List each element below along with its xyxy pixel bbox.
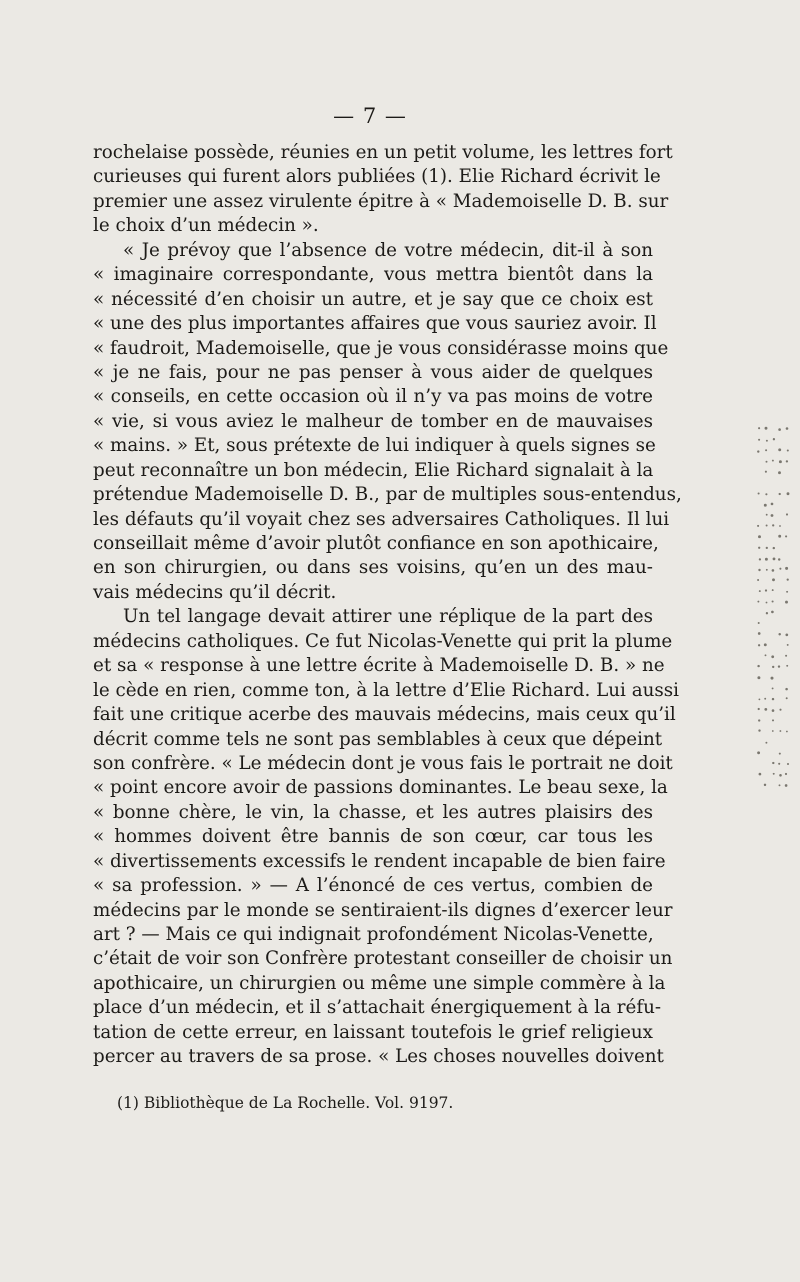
- margin-dot: [772, 698, 774, 700]
- margin-dot: [758, 644, 760, 646]
- margin-dot: [764, 784, 766, 786]
- margin-dot: [758, 719, 760, 721]
- text-line: « divertissements excessifs le rendent incapable de bien faire: [93, 850, 666, 872]
- margin-dot: [772, 589, 774, 591]
- margin-dot: [778, 535, 781, 538]
- margin-dot: [772, 460, 774, 462]
- margin-dot: [771, 514, 774, 517]
- margin-dot: [779, 774, 782, 777]
- margin-dot: [779, 493, 781, 495]
- margin-dot: [785, 567, 788, 570]
- margin-dot: [772, 600, 774, 602]
- text-line: et sa « response à une lettre écrite à Mademoiselle D. B. » ne: [93, 655, 665, 677]
- margin-dot: [785, 688, 788, 691]
- margin-dot: [786, 731, 788, 733]
- text-line: tation de cette erreur, en laissant toutefois le grief religieux: [93, 1021, 653, 1043]
- text-line: conseillait même d’avoir plutôt confiance en son apothicaire,: [93, 533, 659, 554]
- text-line: « mains. » Et, sous prétexte de lui indiquer à quels signes se: [93, 435, 656, 457]
- margin-dot: [758, 535, 761, 538]
- text-line: en son chirurgien, ou dans ses voisins, qu’en un des mau-: [93, 557, 653, 579]
- text-line: « point encore avoir de passions dominantes. Le beau sexe, la: [93, 777, 668, 799]
- margin-dot: [765, 493, 767, 495]
- margin-dot: [779, 784, 781, 786]
- margin-dot: [758, 708, 760, 710]
- text-line: « imaginaire correspondante, vous mettra bientôt dans la: [93, 264, 653, 286]
- margin-dot: [778, 558, 780, 560]
- margin-dot: [765, 471, 767, 473]
- margin-dot: [785, 601, 788, 604]
- margin-dot: [778, 471, 781, 474]
- text-line: décrit comme tels ne sont pas semblables à ceux que dépeint: [93, 728, 663, 750]
- margin-dot: [758, 492, 760, 494]
- margin-dot: [772, 730, 774, 732]
- margin-dot: [758, 698, 760, 700]
- margin-dot: [787, 449, 789, 451]
- margin-dot: [764, 504, 767, 507]
- text-line: les défauts qu’il voyait chez ses adversaires Catholiques. Il lui: [93, 508, 670, 530]
- margin-dot: [758, 569, 760, 571]
- margin-dot: [778, 763, 780, 765]
- margin-dot: [757, 751, 760, 754]
- text-line: Un tel langage devait attirer une réplique de la part des: [123, 606, 653, 628]
- margin-dot: [766, 602, 768, 604]
- margin-dot: [766, 612, 768, 614]
- margin-dot: [785, 634, 788, 637]
- margin-dot: [766, 569, 768, 571]
- margin-dot: [765, 589, 767, 591]
- margin-dot: [779, 525, 781, 527]
- margin-dot: [757, 579, 759, 581]
- margin-dot: [758, 622, 760, 624]
- margin-dot: [759, 590, 761, 592]
- margin-dot: [759, 773, 762, 776]
- margin-dot: [772, 762, 774, 764]
- margin-dot: [766, 514, 768, 516]
- margin-dot: [785, 535, 787, 537]
- margin-dot: [772, 719, 774, 721]
- margin-dot: [758, 729, 760, 731]
- braille-margin-marks: [752, 420, 797, 800]
- margin-dot: [778, 448, 781, 451]
- margin-dot: [766, 440, 768, 442]
- margin-dot: [779, 709, 781, 711]
- margin-dot: [765, 558, 768, 561]
- text-line: fait une critique acerbe des mauvais médecins, mais ceux qu’il: [93, 704, 676, 726]
- text-line: « faudroit, Mademoiselle, que je vous considérasse moins que: [93, 337, 669, 359]
- margin-dot: [766, 525, 768, 527]
- text-line: vais médecins qu’il décrit.: [93, 581, 337, 603]
- margin-dot: [787, 578, 789, 580]
- text-line: rochelaise possède, réunies en un petit volume, les lettres fort: [93, 142, 673, 163]
- margin-dot: [773, 558, 776, 561]
- margin-dot: [765, 449, 767, 451]
- margin-dot: [772, 709, 775, 712]
- margin-dot: [757, 676, 760, 679]
- margin-dot: [772, 687, 774, 689]
- text-line: curieuses qui furent alors publiées (1). Elie Richard écrivit le: [93, 166, 661, 188]
- margin-dot: [772, 578, 775, 581]
- text-line: médecins par le monde se sentiraient-ils dignes d’exercer leur: [93, 899, 673, 921]
- margin-dot: [764, 643, 767, 646]
- text-line: « je ne fais, pour ne pas penser à vous aider de quelques: [93, 361, 653, 383]
- margin-dot: [778, 633, 780, 635]
- margin-dot: [759, 558, 761, 560]
- page-number: — 7 —: [333, 104, 407, 128]
- text-line: son confrère. « Le médecin dont je vous fais le portrait ne doit: [93, 752, 673, 774]
- margin-dot: [771, 677, 774, 680]
- margin-dot: [758, 632, 761, 635]
- margin-dot: [773, 773, 775, 775]
- text-line: c’était de voir son Confrère protestant conseiller de choisir un: [93, 948, 673, 970]
- text-line: place d’un médecin, et il s’attachait énergiquement à la réfu-: [93, 997, 662, 1019]
- text-line: apothicaire, un chirurgien ou même une simple commère à la: [93, 972, 666, 994]
- margin-dot: [772, 666, 774, 668]
- margin-dot: [771, 655, 774, 658]
- margin-dot: [758, 439, 760, 441]
- text-line: « hommes doivent être bannis de son cœur, car tous les: [93, 826, 653, 848]
- text-line: percer au travers de sa prose. « Les choses nouvelles doivent: [93, 1046, 664, 1068]
- margin-dot: [779, 460, 782, 463]
- margin-dot: [773, 547, 775, 549]
- margin-dot: [764, 698, 766, 700]
- margin-dot: [757, 450, 759, 452]
- margin-dot: [766, 461, 768, 463]
- text-line: le cède en rien, comme ton, à la lettre d’Elie Richard. Lui aussi: [93, 679, 679, 701]
- margin-dot: [786, 427, 789, 430]
- text-line: premier une assez virulente épitre à « Mademoiselle D. B. sur: [93, 190, 669, 212]
- margin-dot: [772, 569, 775, 572]
- margin-dot: [779, 568, 781, 570]
- margin-dot: [757, 601, 759, 603]
- text-line: « sa profession. » — A l’énoncé de ces vertus, combien de: [93, 875, 653, 897]
- margin-dot: [786, 591, 788, 593]
- margin-dot: [771, 503, 774, 506]
- margin-dot: [787, 644, 789, 646]
- margin-dot: [786, 460, 788, 462]
- margin-dot: [765, 654, 767, 656]
- margin-dot: [779, 753, 781, 755]
- text-line: le choix d’un médecin ».: [93, 215, 319, 237]
- text-line: art ? — Mais ce qui indignait profondément Nicolas-Venette,: [93, 924, 654, 945]
- margin-dot: [758, 427, 760, 429]
- margin-dot: [757, 665, 759, 667]
- margin-dot: [765, 427, 768, 430]
- footnote: (1) Bibliothèque de La Rochelle. Vol. 9197.: [117, 1094, 454, 1112]
- text-line: « une des plus importantes affaires que vous sauriez avoir. Il: [93, 313, 657, 335]
- margin-dot: [772, 524, 774, 526]
- margin-dot: [786, 665, 788, 667]
- margin-dot: [766, 547, 768, 549]
- margin-dot: [787, 492, 790, 495]
- margin-dot: [773, 438, 775, 440]
- text-line: « bonne chère, le vin, la chasse, et les autres plaisirs des: [93, 801, 653, 823]
- margin-dot: [785, 773, 787, 775]
- margin-dot: [778, 665, 780, 667]
- margin-dot: [779, 730, 781, 732]
- text-line: « vie, si vous aviez le malheur de tomber en de mauvaises: [93, 410, 653, 432]
- text-line: « nécessité d’en choisir un autre, et je say que ce choix est: [93, 288, 653, 310]
- margin-dot: [785, 784, 788, 787]
- margin-dot: [785, 655, 787, 657]
- margin-dot: [758, 547, 760, 549]
- text-line: « Je prévoy que l’absence de votre médecin, dit-il à son: [123, 239, 653, 261]
- text-line: « conseils, en cette occasion où il n’y va pas moins de votre: [93, 386, 653, 408]
- margin-dot: [757, 525, 759, 527]
- margin-dot: [786, 513, 788, 515]
- margin-dot: [764, 708, 767, 711]
- text-line: médecins catholiques. Ce fut Nicolas-Venette qui prit la plume: [93, 630, 673, 652]
- margin-dot: [787, 763, 789, 765]
- margin-dot: [778, 428, 781, 431]
- margin-dot: [786, 697, 788, 699]
- body-text: [93, 141, 682, 1070]
- margin-dot: [771, 611, 774, 614]
- text-line: prétendue Mademoiselle D. B., par de multiples sous-entendus,: [93, 484, 682, 506]
- text-line: peut reconnaître un bon médecin, Elie Richard signalait à la: [93, 459, 654, 481]
- margin-dot: [765, 742, 767, 744]
